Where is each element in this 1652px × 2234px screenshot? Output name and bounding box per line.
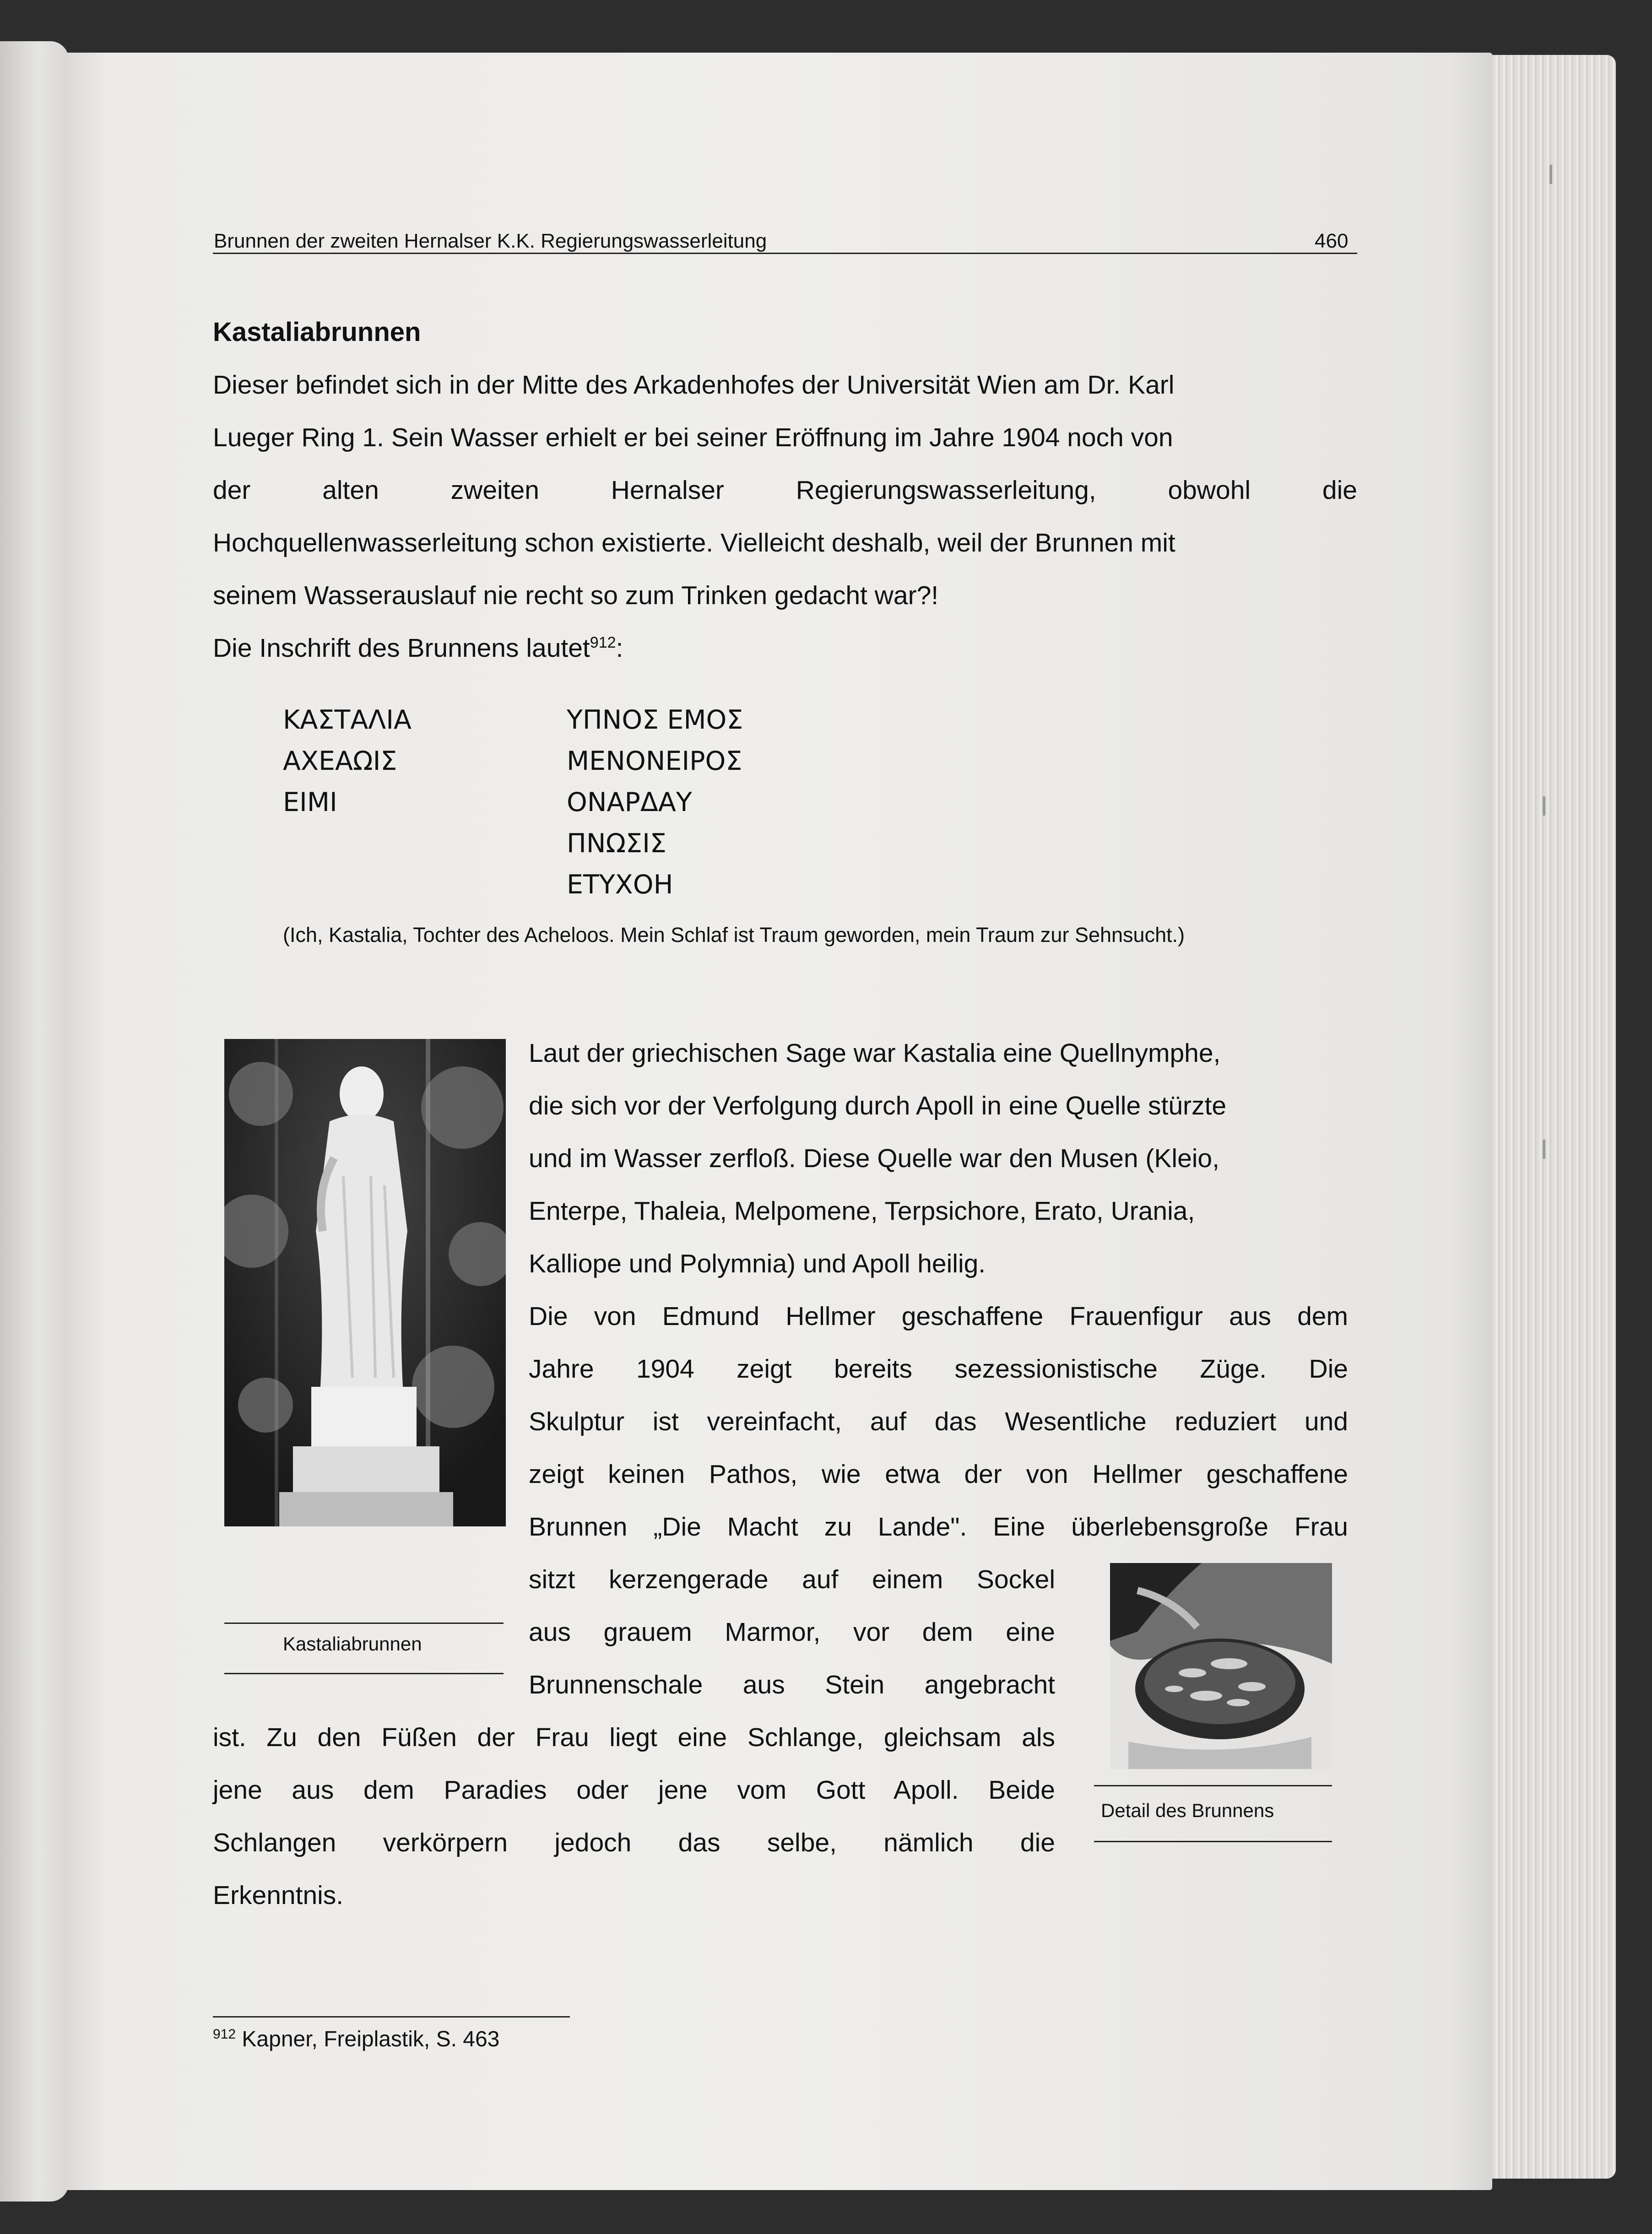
inscription-right-4: ΠΝΩΣΙΣ [567, 828, 666, 859]
sculpture-line-8: Brunnenschale aus Stein angebracht [529, 1670, 1055, 1699]
section-heading: Kastaliabrunnen [213, 317, 421, 347]
detail-caption: Detail des Brunnens [1101, 1800, 1274, 1821]
statue-caption-rule-top [224, 1623, 504, 1624]
closing-line-2: jene aus dem Paradies oder jene vom Gott Apoll. Beide [213, 1775, 1055, 1805]
footnote-ref: 912 [590, 634, 616, 651]
myth-line-4: Enterpe, Thaleia, Melpomene, Terpsichore, Erato, Urania, [529, 1196, 1195, 1226]
page-tab-marker [1549, 165, 1552, 184]
myth-line-1: Laut der griechischen Sage war Kastalia eine Quellnymphe, [529, 1039, 1221, 1068]
inscription-right-1: ΥΠΝΟΣ ΕΜΟΣ [567, 705, 743, 735]
brunnen-detail-photo [1110, 1563, 1332, 1769]
intro-line-3: der alten zweiten Hernalser Regierungswasserleitung, obwohl die [213, 476, 1357, 505]
sculpture-line-7: aus grauem Marmor, vor dem eine [529, 1617, 1055, 1647]
inscription-left-2: ΑΧΕΑΩΙΣ [283, 746, 397, 776]
intro-line-1: Dieser befindet sich in der Mitte des Arkadenhofes der Universität Wien am Dr. Karl [213, 370, 1175, 400]
inscription-translation: (Ich, Kastalia, Tochter des Acheloos. Mein Schlaf ist Traum geworden, mein Traum zur Sehnsucht.) [283, 923, 1185, 947]
myth-line-3: und im Wasser zerfloß. Diese Quelle war den Musen (Kleio, [529, 1144, 1219, 1173]
running-header: Brunnen der zweiten Hernalser K.K. Regierungswasserleitung [214, 230, 767, 252]
inscription-intro [213, 633, 623, 663]
inscription-right-3: ΟΝΑΡΔΑΥ [567, 787, 692, 817]
inscription-right-5: ΕΤΥΧΟΗ [567, 870, 673, 900]
header-rule [213, 253, 1357, 254]
footnote-text: Kapner, Freiplastik, S. 463 [242, 2027, 500, 2051]
inscription-left-3: ΕΙΜΙ [283, 787, 337, 817]
page-number: 460 [1315, 230, 1349, 252]
closing-line-3: Schlangen verkörpern jedoch das selbe, nämlich die [213, 1828, 1055, 1857]
inscription-intro-suffix: : [616, 633, 623, 663]
detail-caption-rule-top [1094, 1785, 1332, 1786]
inscription-right-2: ΜΕΝΟΝΕΙΡΟΣ [567, 746, 742, 776]
sculpture-line-5: Brunnen „Die Macht zu Lande". Eine überlebensgroße Frau [529, 1512, 1348, 1542]
page-tab-marker [1543, 796, 1545, 816]
inscription-left-1: ΚΑΣΤΑΛΙΑ [283, 705, 412, 735]
sculpture-line-6: sitzt kerzengerade auf einem Sockel [529, 1565, 1055, 1594]
intro-line-2: Lueger Ring 1. Sein Wasser erhielt er bei seiner Eröffnung im Jahre 1904 noch von [213, 423, 1173, 452]
sculpture-line-3: Skulptur ist vereinfacht, auf das Wesentliche reduziert und [529, 1407, 1348, 1436]
statue-caption: Kastaliabrunnen [283, 1633, 422, 1655]
page-tab-marker [1543, 1140, 1545, 1159]
intro-line-4: Hochquellenwasserleitung schon existierte. Vielleicht deshalb, weil der Brunnen mit [213, 528, 1175, 557]
detail-caption-rule-bottom [1094, 1841, 1332, 1842]
inscription-intro-text: Die Inschrift des Brunnens lautet [213, 633, 590, 663]
sculpture-line-1: Die von Edmund Hellmer geschaffene Frauenfigur aus dem [529, 1302, 1348, 1331]
myth-line-2: die sich vor der Verfolgung durch Apoll in eine Quelle stürzte [529, 1091, 1227, 1120]
sculpture-line-2: Jahre 1904 zeigt bereits sezessionistische Züge. Die [529, 1354, 1348, 1384]
myth-line-5: Kalliope und Polymnia) und Apoll heilig. [529, 1249, 986, 1278]
statue-caption-rule-bottom [224, 1673, 504, 1674]
sculpture-line-4: zeigt keinen Pathos, wie etwa der von Hellmer geschaffene [529, 1460, 1348, 1489]
intro-line-5: seinem Wasserauslauf nie recht so zum Trinken gedacht war?! [213, 581, 939, 610]
closing-line-1: ist. Zu den Füßen der Frau liegt eine Schlange, gleichsam als [213, 1723, 1055, 1752]
footnote [213, 2027, 499, 2052]
kastaliabrunnen-photo [224, 1039, 506, 1526]
facing-page-edge [0, 41, 69, 2202]
footnote-number: 912 [213, 2027, 236, 2042]
closing-line-4: Erkenntnis. [213, 1881, 344, 1910]
footnote-rule [213, 2016, 570, 2018]
